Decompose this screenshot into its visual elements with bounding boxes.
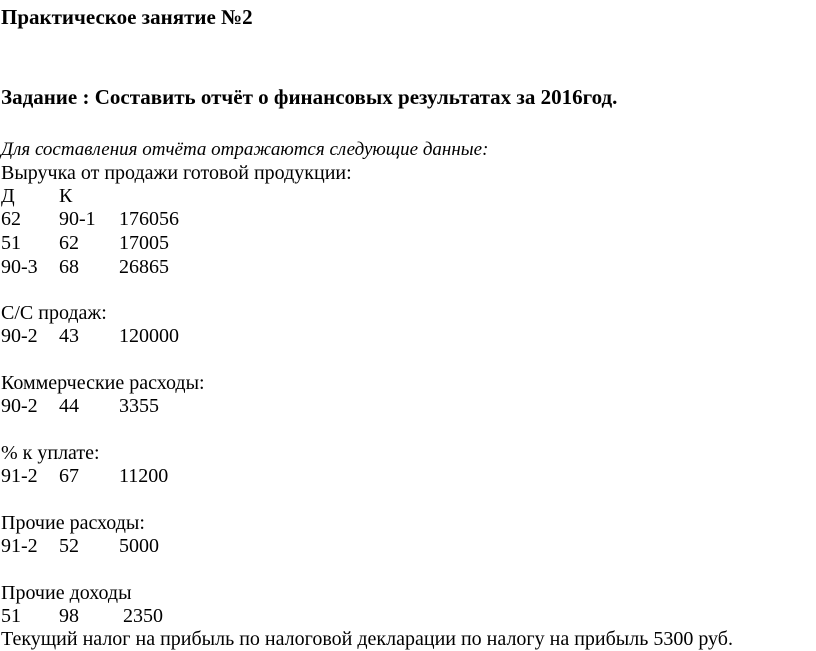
credit-cell: 43 bbox=[59, 325, 79, 347]
debit-cell: 90-3 bbox=[1, 256, 38, 278]
other-expenses-title: Прочие расходы: bbox=[1, 512, 145, 534]
amount-cell: 17005 bbox=[119, 232, 169, 254]
credit-cell: 62 bbox=[59, 232, 79, 254]
amount-cell: 176056 bbox=[119, 208, 179, 230]
debit-cell: 51 bbox=[1, 605, 21, 627]
credit-header: К bbox=[59, 185, 73, 207]
amount-cell: 26865 bbox=[119, 256, 169, 278]
intro-text: Для составления отчёта отражаются следующие данные: bbox=[1, 139, 489, 160]
cost-of-sales-title: С/С продаж: bbox=[1, 302, 107, 324]
amount-cell: 120000 bbox=[119, 325, 179, 347]
task-heading: Задание : Составить отчёт о финансовых результатах за 2016год. bbox=[1, 85, 618, 109]
amount-cell: 3355 bbox=[119, 395, 159, 417]
credit-cell: 67 bbox=[59, 465, 79, 487]
interest-payable-title: % к уплате: bbox=[1, 442, 100, 464]
debit-cell: 91-2 bbox=[1, 535, 38, 557]
credit-cell: 68 bbox=[59, 256, 79, 278]
credit-cell: 52 bbox=[59, 535, 79, 557]
debit-header: Д bbox=[1, 185, 15, 207]
other-income-title: Прочие доходы bbox=[1, 582, 132, 604]
debit-cell: 91-2 bbox=[1, 465, 38, 487]
debit-cell: 90-2 bbox=[1, 395, 38, 417]
credit-cell: 98 bbox=[59, 605, 79, 627]
debit-cell: 51 bbox=[1, 232, 21, 254]
credit-cell: 44 bbox=[59, 395, 79, 417]
revenue-title: Выручка от продажи готовой продукции: bbox=[1, 162, 352, 184]
debit-cell: 90-2 bbox=[1, 325, 38, 347]
credit-cell: 90-1 bbox=[59, 208, 96, 230]
amount-cell: 11200 bbox=[119, 465, 169, 487]
debit-cell: 62 bbox=[1, 208, 21, 230]
tax-note: Текущий налог на прибыль по налоговой декларации по налогу на прибыль 5300 руб. bbox=[1, 628, 733, 650]
amount-cell: 2350 bbox=[123, 605, 163, 627]
amount-cell: 5000 bbox=[119, 535, 159, 557]
page-title: Практическое занятие №2 bbox=[1, 5, 253, 29]
commercial-expenses-title: Коммерческие расходы: bbox=[1, 372, 205, 394]
